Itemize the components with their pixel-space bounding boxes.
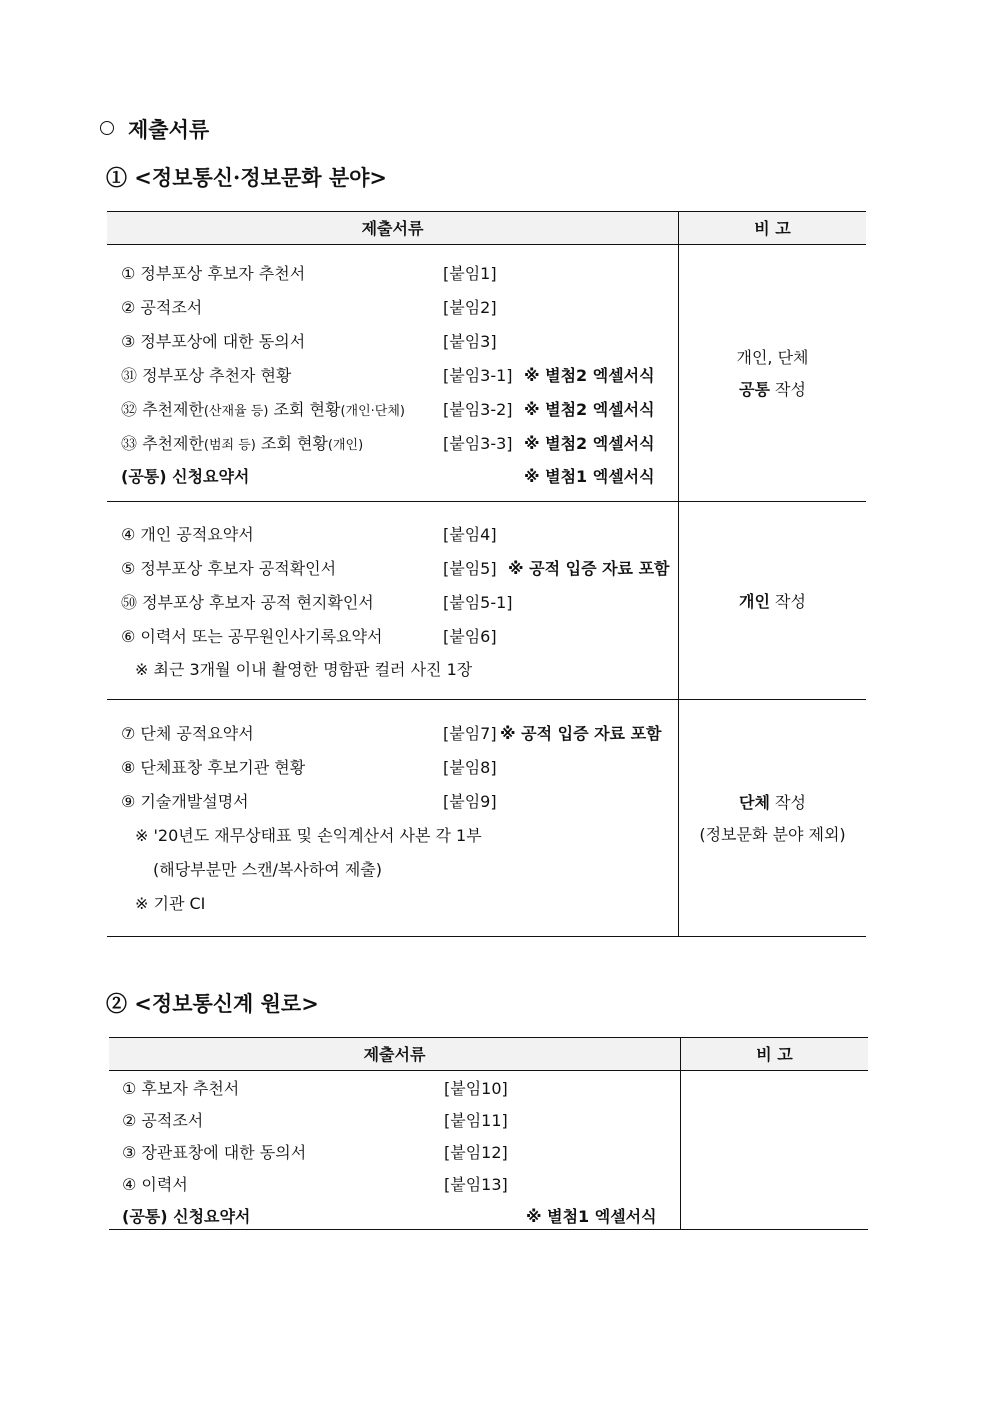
- note-text: ※ 공적 입증 자료 포함: [500, 724, 662, 743]
- section1-header-remark: 비 고: [754, 219, 791, 238]
- note-text: ※ 별첨2 엑셀서식: [524, 400, 655, 419]
- remark-line: (정보문화 분야 제외): [699, 825, 846, 844]
- note-text: ※ 별첨1 엑셀서식: [524, 467, 655, 486]
- remark-line: 개인, 단체: [736, 348, 809, 367]
- section2-header-docs: 제출서류: [363, 1045, 426, 1064]
- list-item: ※ '20년도 재무상태표 및 손익계산서 사본 각 1부: [135, 826, 482, 845]
- list-item: (해당부분만 스캔/복사하여 제출): [153, 860, 382, 879]
- attachment-tag: [붙임9]: [443, 792, 497, 811]
- circle-bullet-icon: [100, 121, 114, 135]
- attachment-tag: [붙임3]: [443, 332, 497, 351]
- list-item: ② 공적조서: [121, 298, 203, 317]
- list-item: ⑧ 단체표창 후보기관 현황: [121, 758, 306, 777]
- attachment-tag: [붙임7]: [443, 724, 497, 743]
- attachment-tag: [붙임3-3]: [443, 434, 513, 453]
- attachment-tag: [붙임3-1]: [443, 366, 513, 385]
- section2-title: ② <정보통신계 원로>: [106, 991, 319, 1016]
- list-item: ① 정부포상 후보자 추천서: [121, 264, 306, 283]
- note-text: ※ 별첨2 엑셀서식: [524, 366, 655, 385]
- section2-header-remark: 비 고: [756, 1045, 793, 1064]
- list-item: ⑤ 정부포상 후보자 공적확인서: [121, 559, 337, 578]
- attachment-tag: [붙임12]: [444, 1143, 508, 1162]
- main-heading: [100, 114, 209, 144]
- remark-line: 공통 작성: [739, 380, 806, 399]
- attachment-tag: [붙임3-2]: [443, 400, 513, 419]
- attachment-tag: [붙임6]: [443, 627, 497, 646]
- attachment-tag: [붙임11]: [444, 1111, 508, 1130]
- list-item: ④ 개인 공적요약서: [121, 525, 254, 544]
- note-text: ※ 공적 입증 자료 포함: [508, 559, 670, 578]
- list-item: ※ 최근 3개월 이내 촬영한 명함판 컬러 사진 1장: [135, 660, 473, 679]
- attachment-tag: [붙임2]: [443, 298, 497, 317]
- section1-title: ① <정보통신·정보문화 분야>: [106, 165, 387, 190]
- list-item: ㉝ 추천제한(범죄 등) 조회 현황(개인): [121, 434, 364, 453]
- list-item: ㊿ 정부포상 후보자 공적 현지확인서: [121, 593, 374, 612]
- list-item: ③ 장관표창에 대한 동의서: [122, 1143, 307, 1162]
- remark-line: 개인 작성: [739, 592, 806, 611]
- note-text: ※ 별첨2 엑셀서식: [524, 434, 655, 453]
- list-item: ⑥ 이력서 또는 공무원인사기록요약서: [121, 627, 383, 646]
- attachment-tag: [붙임8]: [443, 758, 497, 777]
- list-item: (공통) 신청요약서: [122, 1207, 251, 1226]
- section1-header-docs: 제출서류: [361, 219, 424, 238]
- list-item: (공통) 신청요약서: [121, 467, 250, 486]
- attachment-tag: [붙임1]: [443, 264, 497, 283]
- attachment-tag: [붙임5-1]: [443, 593, 513, 612]
- list-item: ㉛ 정부포상 추천자 현황: [121, 366, 292, 385]
- list-item: ⑦ 단체 공적요약서: [121, 724, 254, 743]
- remark-line: 단체 작성: [739, 793, 806, 812]
- list-item: ⑨ 기술개발설명서: [121, 792, 249, 811]
- attachment-tag: [붙임10]: [444, 1079, 508, 1098]
- attachment-tag: [붙임13]: [444, 1175, 508, 1194]
- attachment-tag: [붙임4]: [443, 525, 497, 544]
- list-item: ② 공적조서: [122, 1111, 204, 1130]
- attachment-tag: [붙임5]: [443, 559, 497, 578]
- main-heading-text: 제출서류: [128, 117, 210, 142]
- list-item: ※ 기관 CI: [135, 894, 206, 913]
- note-text: ※ 별첨1 엑셀서식: [526, 1207, 657, 1226]
- list-item: ① 후보자 추천서: [122, 1079, 240, 1098]
- list-item: ③ 정부포상에 대한 동의서: [121, 332, 306, 351]
- list-item: ④ 이력서: [122, 1175, 188, 1194]
- list-item: ㉜ 추천제한(산재율 등) 조회 현황(개인·단체): [121, 400, 405, 419]
